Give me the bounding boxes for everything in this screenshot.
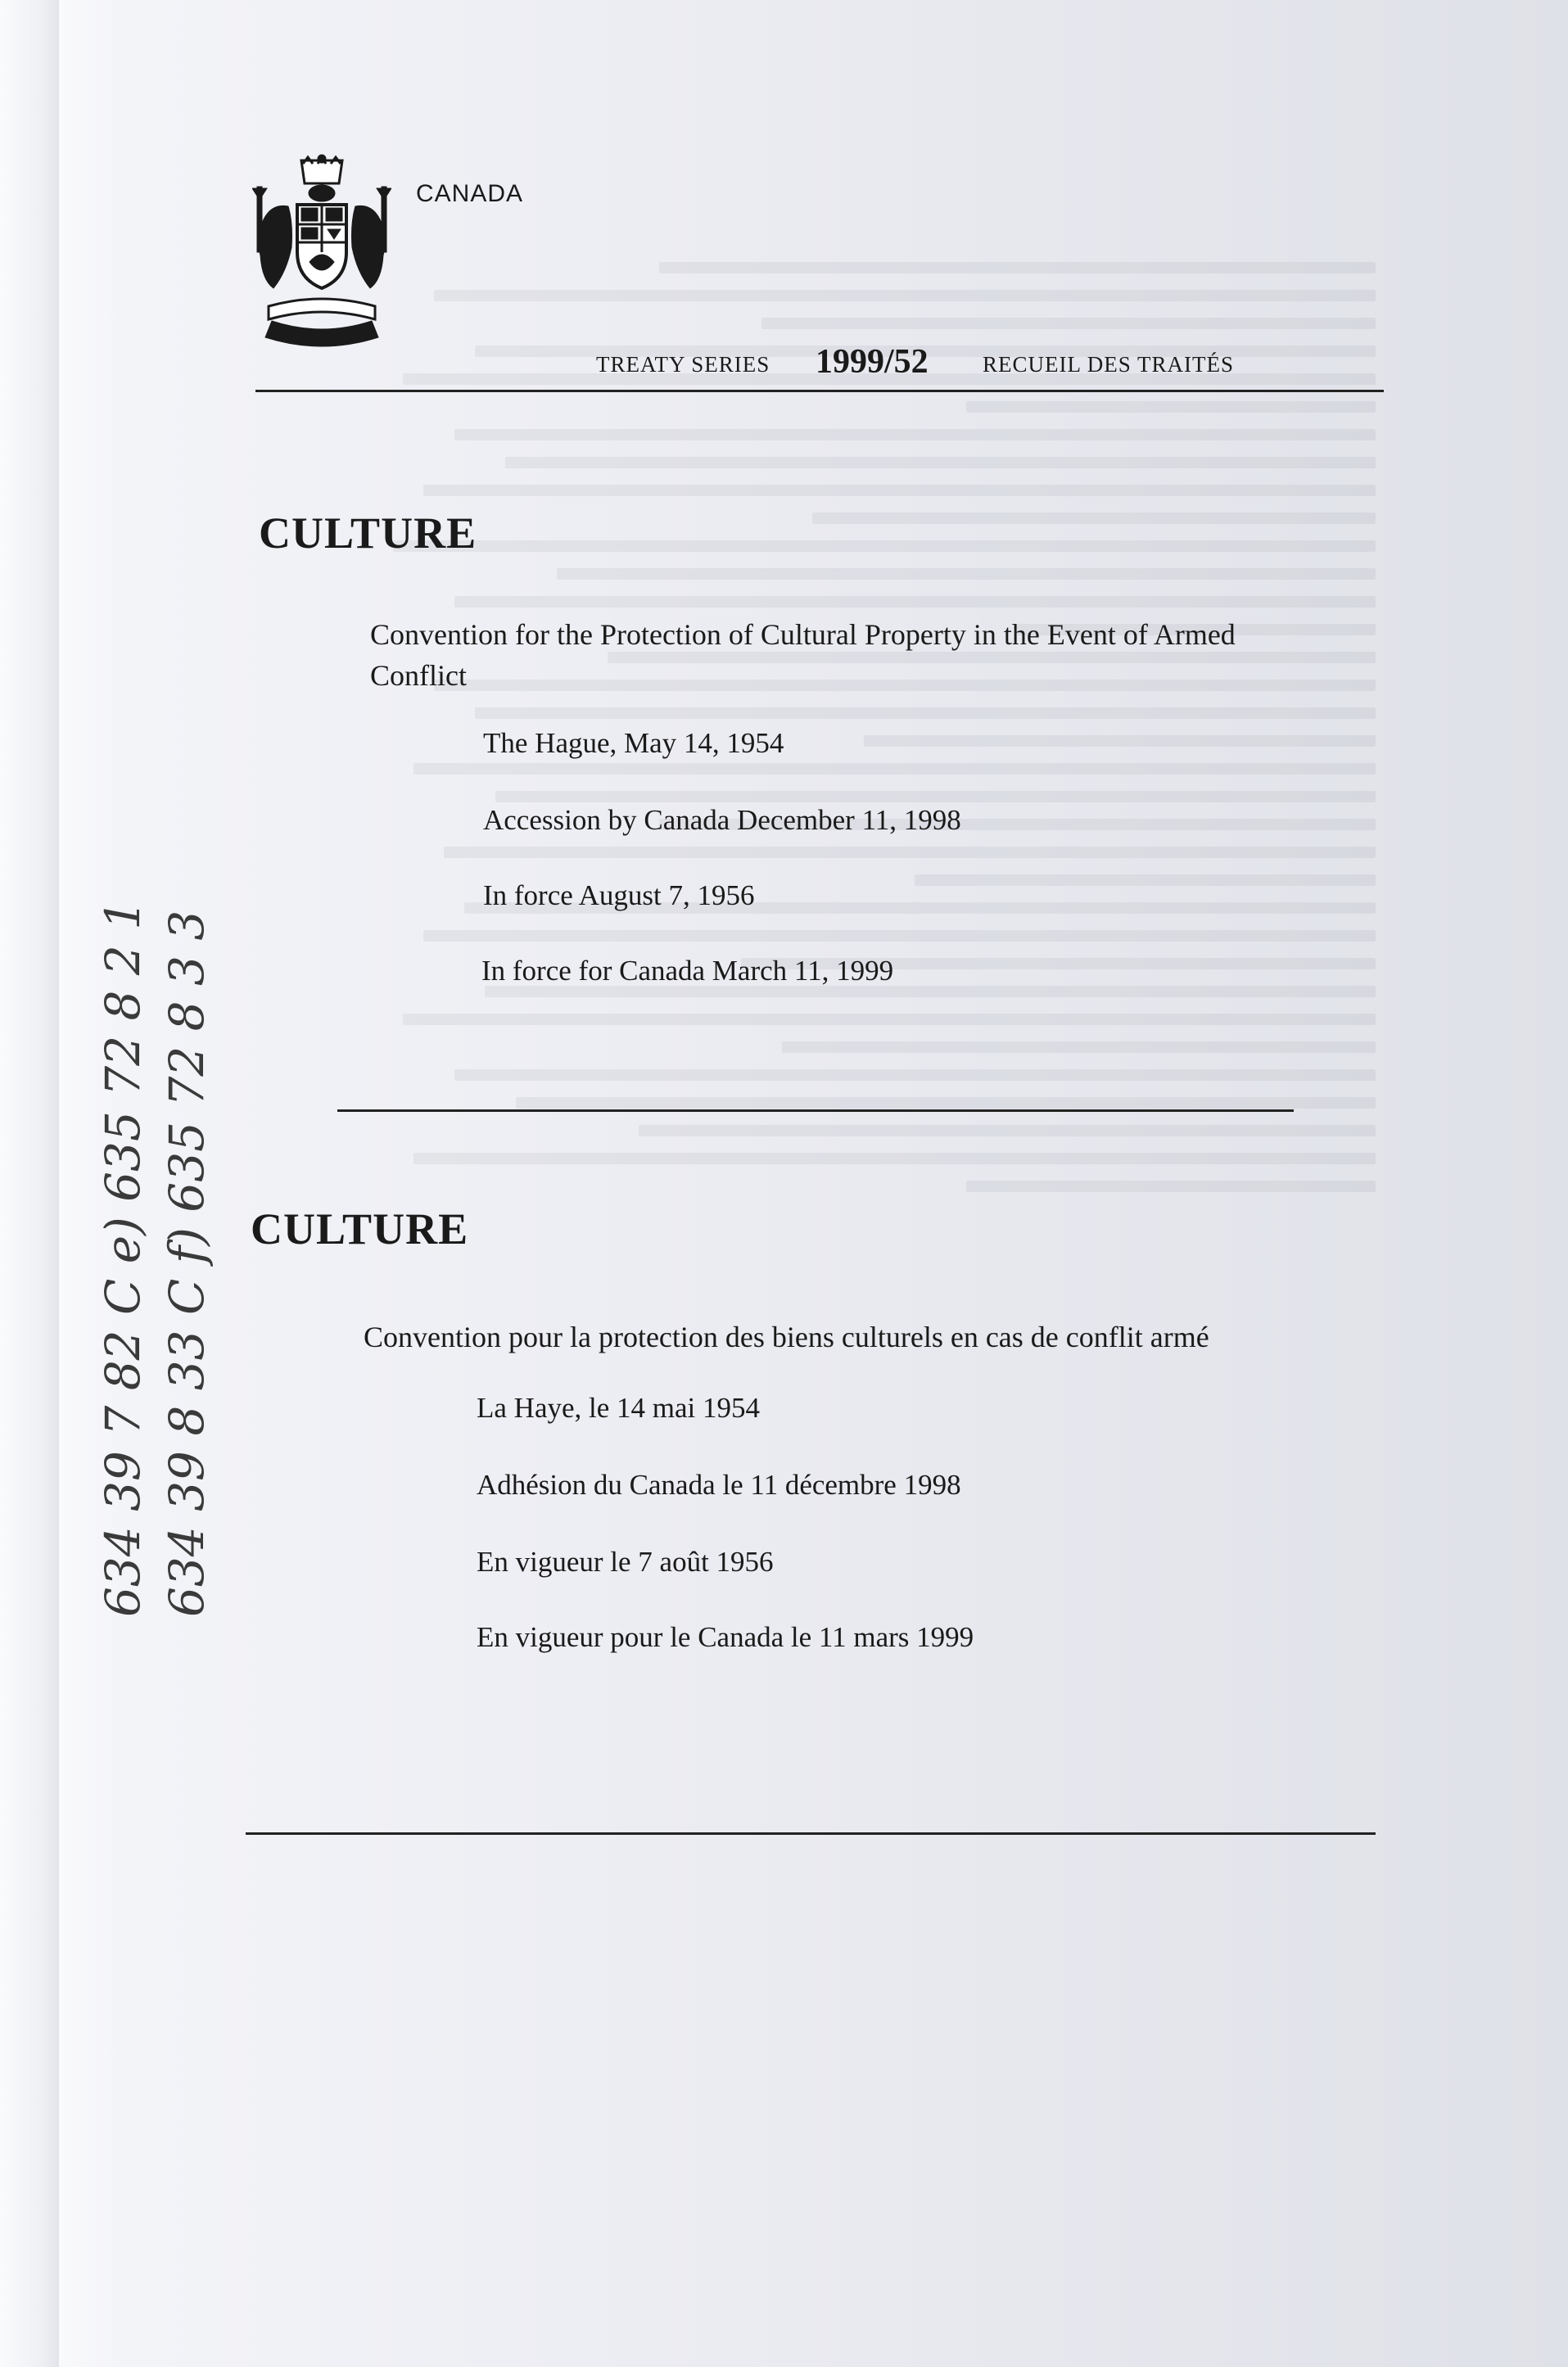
treaty-series-line: [596, 342, 1382, 383]
series-number: 1999/52: [816, 343, 929, 381]
french-accession: Adhésion du Canada le 11 décembre 1998: [477, 1469, 961, 1501]
handwritten-catalog-note: [57, 802, 237, 1621]
french-place-date: La Haye, le 14 mai 1954: [477, 1392, 761, 1424]
coat-of-arms-icon: [252, 154, 391, 347]
french-in-force-canada: En vigueur pour le Canada le 11 mars 1999: [477, 1621, 974, 1653]
french-heading: CULTURE: [251, 1204, 469, 1254]
series-label-en: TREATY SERIES: [596, 352, 770, 377]
header-divider: [255, 390, 1384, 392]
english-in-force-canada: In force for Canada March 11, 1999: [481, 955, 894, 987]
english-accession: Accession by Canada December 11, 1998: [483, 804, 961, 836]
page-spine-shadow: [0, 0, 59, 2367]
margin-note-line-2: 634 39 8 33 C f) 635 72 8 3 3: [159, 910, 215, 1617]
country-label: CANADA: [416, 180, 524, 207]
french-in-force: En vigueur le 7 août 1956: [477, 1546, 774, 1578]
english-place-date: The Hague, May 14, 1954: [483, 727, 784, 759]
bleed-through-text: [352, 246, 1376, 2088]
margin-note-line-1: 634 39 7 82 C e) 635 72 8 2 1: [95, 899, 151, 1617]
french-convention-title: Convention pour la protection des biens culturels en cas de conflit armé: [364, 1321, 1209, 1353]
series-label-fr: RECUEIL DES TRAITÉS: [983, 352, 1234, 377]
footer-divider: [246, 1832, 1376, 1835]
english-convention-title: Convention for the Protection of Cultural Property in the Event of Armed Conflict: [370, 618, 1236, 692]
section-divider: [337, 1109, 1294, 1112]
english-heading: CULTURE: [259, 508, 477, 558]
english-in-force: In force August 7, 1956: [483, 879, 755, 911]
